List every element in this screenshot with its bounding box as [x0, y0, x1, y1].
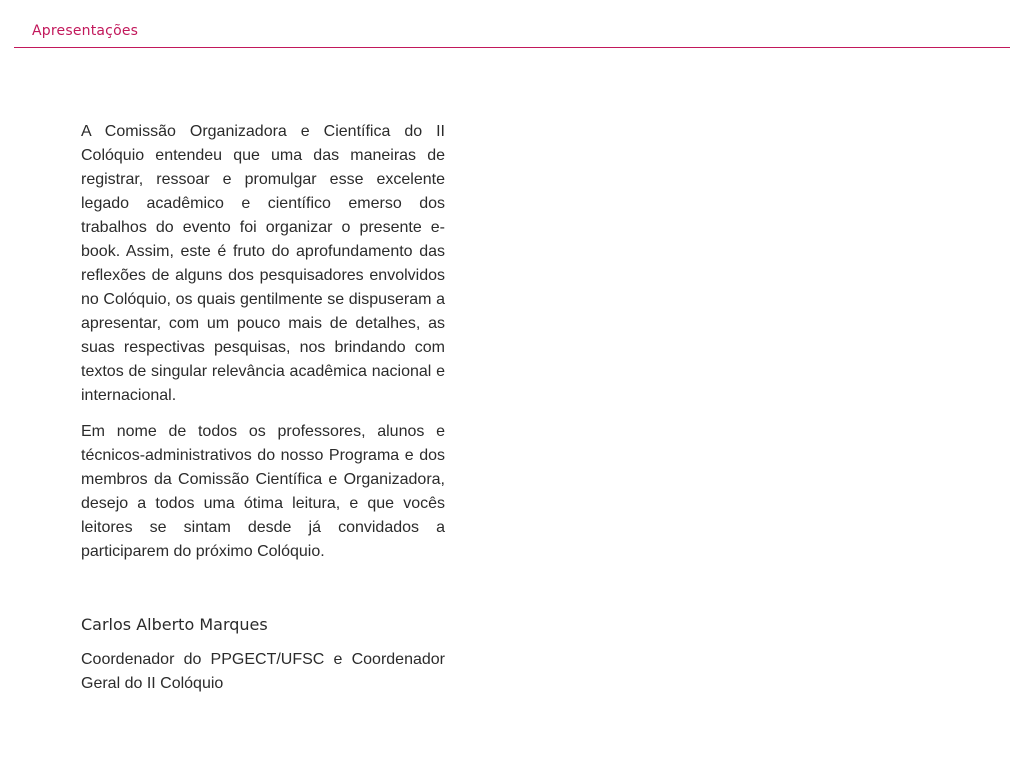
signature-role: Coordenador do PPGECT/UFSC e Coordenador Geral do II Colóquio: [81, 651, 445, 692]
page-header: [14, 0, 1010, 48]
document-body: [81, 120, 445, 692]
section-title: Apresentações: [32, 23, 139, 39]
paragraph-1: A Comissão Organizadora e Científica do II Colóquio entendeu que uma das maneiras de registrar, ressoar e promulgar esse excelente legado acadêmico e científico emerso dos trabalhos do evento foi organizar o presente e-book. Assim, este é fruto do aprofundamento das reflexões de alguns dos pesquisadores envolvidos no Colóquio, os quais gentilmente se dispuseram a apresentar, com um pouco mais de detalhes, as suas respectivas pesquisas, nos brindando com textos de singular relevância acadêmica nacional e internacional.: [81, 123, 445, 404]
signature-name: Carlos Alberto Marques: [81, 615, 268, 634]
paragraph-2: Em nome de todos os professores, alunos e técnicos-administrativos do nosso Programa e dos membros da Comissão Científica e Organizadora, desejo a todos uma ótima leitura, e que vocês leitores se sintam desde já convidados a participarem do próximo Colóquio.: [81, 423, 445, 560]
